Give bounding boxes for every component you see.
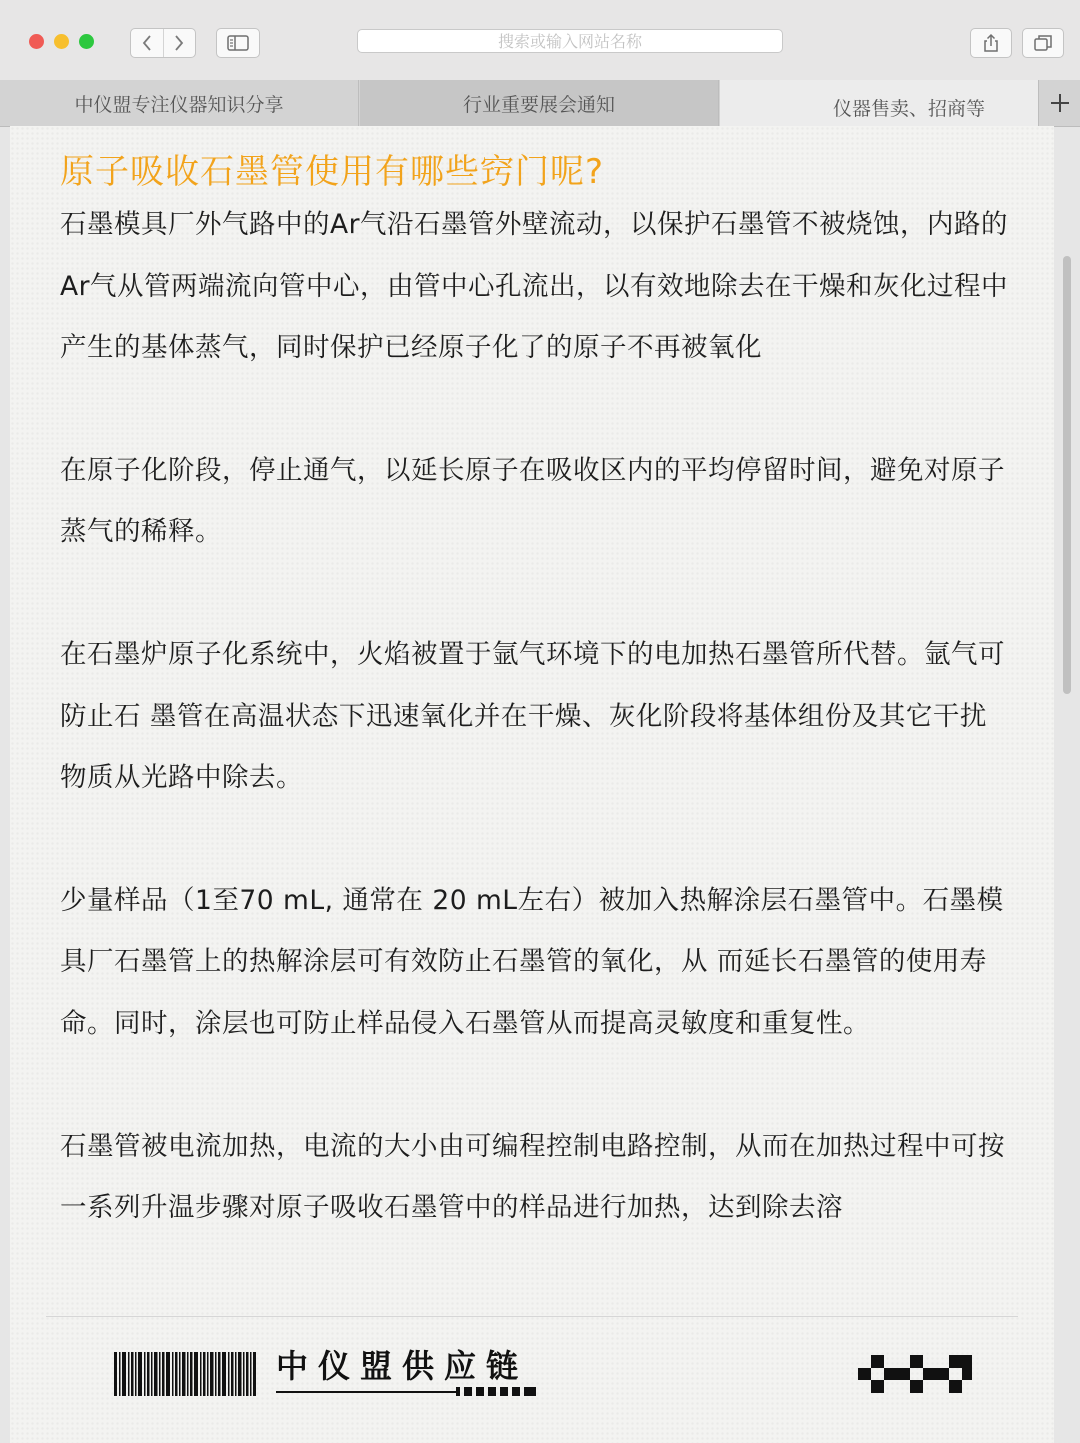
article-paragraph: 石墨模具厂外气路中的Ar气沿石墨管外壁流动，以保护石墨管不被烧蚀，内路的Ar气从管两端流向管中心，由管中心孔流出，以有效地除去在干燥和灰化过程中产生的基体蒸气，同时保护已经原子化了的原子不再被氧化 (60, 209, 1009, 364)
tab-knowledge-sharing[interactable]: 中仪盟专注仪器知识分享 (0, 80, 359, 126)
tabs-overview-icon (1033, 34, 1053, 52)
brand-dots-decoration (456, 1387, 536, 1396)
share-icon (982, 33, 1000, 53)
sidebar-toggle-button[interactable] (216, 28, 260, 58)
forward-button[interactable] (163, 29, 196, 57)
web-page (10, 126, 1054, 1443)
history-navigation (130, 28, 196, 58)
minimize-window-button[interactable] (54, 34, 69, 49)
chevron-right-icon (173, 34, 185, 52)
article-title: 原子吸收石墨管使用有哪些窍门呢? (60, 152, 605, 192)
back-button[interactable] (131, 29, 163, 57)
barcode-icon (114, 1352, 256, 1396)
close-window-button[interactable] (29, 34, 44, 49)
share-button[interactable] (970, 28, 1012, 58)
article-paragraph: 石墨管被电流加热，电流的大小由可编程控制电路控制，从而在加热过程中可按 一系列升温步骤对原子吸收石墨管中的样品进行加热，达到除去溶 (60, 1130, 1005, 1224)
address-bar-input[interactable] (357, 29, 783, 53)
new-tab-button[interactable] (1038, 80, 1080, 126)
brand-underline (276, 1391, 456, 1393)
browser-toolbar (0, 0, 1080, 81)
brand-name: 中仪盟供应链 (276, 1347, 529, 1385)
fullscreen-window-button[interactable] (79, 34, 94, 49)
sidebar-icon (227, 35, 249, 51)
page-footer (10, 1317, 1054, 1443)
article-paragraph: 在石墨炉原子化系统中，火焰被置于氩气环境下的电加热石墨管所代替。氩气可防止石 墨管在高温状态下迅速氧化并在干燥、灰化阶段将基体组份及其它干扰物质从光路中除去。 (60, 638, 1005, 794)
plus-icon (1049, 92, 1071, 114)
article-paragraph: 在原子化阶段，停止通气，以延长原子在吸收区内的平均停留时间，避免对原子蒸气的稀释。 (60, 454, 1005, 548)
article-body (60, 194, 1010, 1300)
tab-instrument-sales[interactable]: 仪器售卖、招商等 (720, 80, 1038, 126)
tab-exhibition-notice[interactable]: 行业重要展会通知 (360, 80, 719, 126)
article-paragraph: 少量样品（1至70 mL, 通常在 20 mL左右）被加入热解涂层石墨管中。石墨模具厂石墨管上的热解涂层可有效防止石墨管的氧化，从 而延长石墨管的使用寿命。同时，涂层也可防止样品侵入石墨管从而提高灵敏度和重复性。 (60, 884, 1004, 1039)
tab-bar (0, 80, 1080, 127)
checker-pattern-icon (858, 1355, 972, 1393)
vertical-scrollbar[interactable] (1063, 256, 1071, 694)
tab-overview-button[interactable] (1022, 28, 1064, 58)
chevron-left-icon (141, 34, 153, 52)
